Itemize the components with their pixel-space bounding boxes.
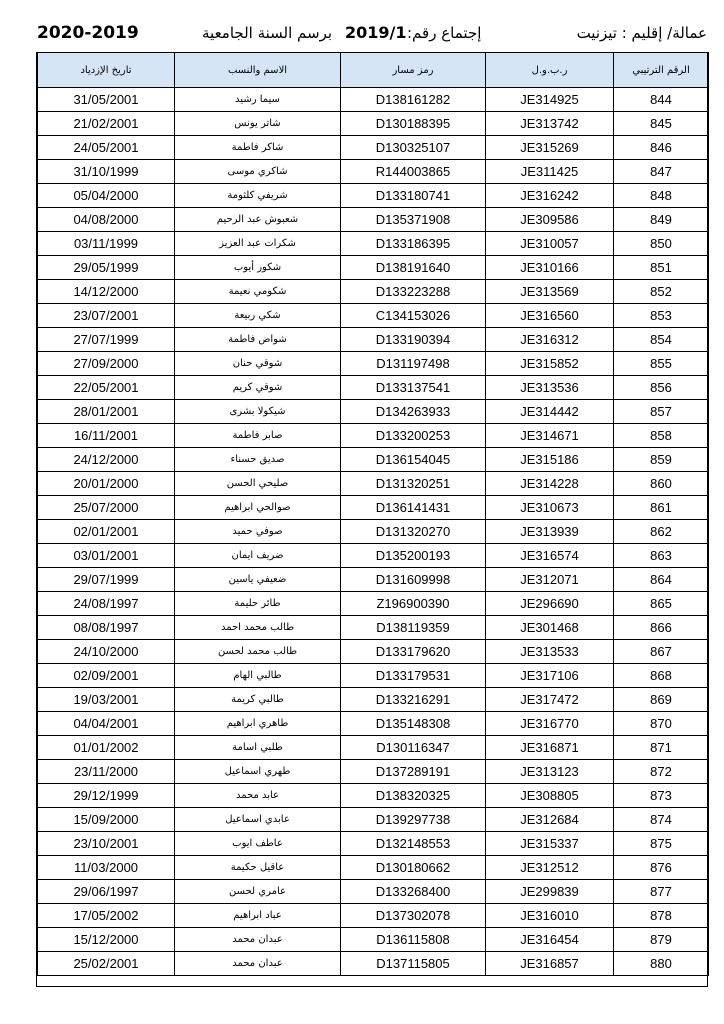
table-row <box>38 496 709 520</box>
massar-cell: D138161282 <box>341 88 486 112</box>
massar-cell: D130325107 <box>341 136 486 160</box>
birth-date-cell: 22/05/2001 <box>38 376 175 400</box>
table-row <box>38 328 709 352</box>
cin-cell: JE316454 <box>486 928 614 952</box>
academic-year: 2020-2019 <box>37 23 139 43</box>
birth-date-cell: 21/02/2001 <box>38 112 175 136</box>
massar-cell: D136154045 <box>341 448 486 472</box>
cin-cell: JE316574 <box>486 544 614 568</box>
name-cell: شواض فاطمة <box>175 328 341 352</box>
order-cell: 846 <box>614 136 709 160</box>
birth-date-cell: 31/05/2001 <box>38 88 175 112</box>
name-cell: شكرات عبد العزيز <box>175 232 341 256</box>
birth-date-cell: 25/02/2001 <box>38 952 175 976</box>
order-cell: 866 <box>614 616 709 640</box>
order-cell: 868 <box>614 664 709 688</box>
name-cell: شكي ربيعة <box>175 304 341 328</box>
name-cell: عبدان محمد <box>175 952 341 976</box>
column-header-birth-date: تاريخ الإزدياد <box>38 53 175 88</box>
massar-cell: R144003865 <box>341 160 486 184</box>
cin-cell: JE314671 <box>486 424 614 448</box>
table-body <box>38 88 709 976</box>
massar-cell: D139297738 <box>341 808 486 832</box>
cin-cell: JE316312 <box>486 328 614 352</box>
massar-cell: D130116347 <box>341 736 486 760</box>
table-row <box>38 448 709 472</box>
cin-cell: JE313569 <box>486 280 614 304</box>
name-cell: شوقي كريم <box>175 376 341 400</box>
cin-cell: JE314442 <box>486 400 614 424</box>
name-cell: عباد ابراهيم <box>175 904 341 928</box>
massar-cell: D137302078 <box>341 904 486 928</box>
cin-cell: JE310673 <box>486 496 614 520</box>
order-cell: 857 <box>614 400 709 424</box>
name-cell: ضريف ايمان <box>175 544 341 568</box>
birth-date-cell: 29/06/1997 <box>38 880 175 904</box>
cin-cell: JE308805 <box>486 784 614 808</box>
massar-cell: D134263933 <box>341 400 486 424</box>
table-row <box>38 736 709 760</box>
name-cell: شعبوش عبد الرحيم <box>175 208 341 232</box>
birth-date-cell: 20/01/2000 <box>38 472 175 496</box>
name-cell: شريفي كلثومة <box>175 184 341 208</box>
cin-cell: JE315186 <box>486 448 614 472</box>
birth-date-cell: 24/05/2001 <box>38 136 175 160</box>
order-cell: 874 <box>614 808 709 832</box>
massar-cell: D133180741 <box>341 184 486 208</box>
massar-cell: D130188395 <box>341 112 486 136</box>
name-cell: شكومي نعيمة <box>175 280 341 304</box>
birth-date-cell: 03/01/2001 <box>38 544 175 568</box>
name-cell: طالبي الهام <box>175 664 341 688</box>
name-cell: عامري لحسن <box>175 880 341 904</box>
name-cell: صوالحي ابراهيم <box>175 496 341 520</box>
cin-cell: JE316242 <box>486 184 614 208</box>
name-cell: طهري اسماعيل <box>175 760 341 784</box>
name-cell: عابد محمد <box>175 784 341 808</box>
order-cell: 864 <box>614 568 709 592</box>
order-cell: 855 <box>614 352 709 376</box>
order-cell: 858 <box>614 424 709 448</box>
birth-date-cell: 08/08/1997 <box>38 616 175 640</box>
table-row <box>38 808 709 832</box>
name-cell: شاكري موسى <box>175 160 341 184</box>
cin-cell: JE310057 <box>486 232 614 256</box>
cin-cell: JE316770 <box>486 712 614 736</box>
name-cell: عاطف ايوب <box>175 832 341 856</box>
table-row <box>38 472 709 496</box>
page-header <box>37 21 707 45</box>
massar-cell: D131609998 <box>341 568 486 592</box>
name-cell: ضعيفي ياسين <box>175 568 341 592</box>
massar-cell: D138119359 <box>341 616 486 640</box>
name-cell: شاكر فاطمة <box>175 136 341 160</box>
birth-date-cell: 15/12/2000 <box>38 928 175 952</box>
cin-cell: JE314925 <box>486 88 614 112</box>
order-cell: 850 <box>614 232 709 256</box>
column-header-massar: رمز مسار <box>341 53 486 88</box>
cin-cell: JE313939 <box>486 520 614 544</box>
table-row <box>38 928 709 952</box>
order-cell: 851 <box>614 256 709 280</box>
name-cell: سيما رشيد <box>175 88 341 112</box>
academic-year-label: برسم السنة الجامعية <box>202 24 333 42</box>
table-row <box>38 832 709 856</box>
cin-cell: JE312071 <box>486 568 614 592</box>
name-cell: صليحي الحسن <box>175 472 341 496</box>
birth-date-cell: 16/11/2001 <box>38 424 175 448</box>
massar-cell: D133186395 <box>341 232 486 256</box>
birth-date-cell: 23/11/2000 <box>38 760 175 784</box>
massar-cell: Z196900390 <box>341 592 486 616</box>
table-row <box>38 952 709 976</box>
massar-cell: D136141431 <box>341 496 486 520</box>
cin-cell: JE310166 <box>486 256 614 280</box>
table-row <box>38 592 709 616</box>
order-cell: 862 <box>614 520 709 544</box>
birth-date-cell: 25/07/2000 <box>38 496 175 520</box>
birth-date-cell: 24/08/1997 <box>38 592 175 616</box>
name-cell: عاقيل حكيمة <box>175 856 341 880</box>
birth-date-cell: 29/12/1999 <box>38 784 175 808</box>
name-cell: عبدان محمد <box>175 928 341 952</box>
cin-cell: JE312512 <box>486 856 614 880</box>
cin-cell: JE309586 <box>486 208 614 232</box>
birth-date-cell: 24/10/2000 <box>38 640 175 664</box>
massar-cell: D138191640 <box>341 256 486 280</box>
cin-cell: JE317106 <box>486 664 614 688</box>
birth-date-cell: 31/10/1999 <box>38 160 175 184</box>
table-row <box>38 904 709 928</box>
order-cell: 856 <box>614 376 709 400</box>
massar-cell: D133179531 <box>341 664 486 688</box>
table-row <box>38 376 709 400</box>
massar-cell: D135200193 <box>341 544 486 568</box>
meeting-number: 2019/1 <box>345 23 407 42</box>
table-row <box>38 784 709 808</box>
massar-cell: D135148308 <box>341 712 486 736</box>
order-cell: 853 <box>614 304 709 328</box>
birth-date-cell: 11/03/2000 <box>38 856 175 880</box>
massar-cell: D137115805 <box>341 952 486 976</box>
order-cell: 854 <box>614 328 709 352</box>
table-row <box>38 520 709 544</box>
birth-date-cell: 04/08/2000 <box>38 208 175 232</box>
cin-cell: JE316857 <box>486 952 614 976</box>
massar-cell: D133223288 <box>341 280 486 304</box>
order-cell: 871 <box>614 736 709 760</box>
table-row <box>38 544 709 568</box>
order-cell: 844 <box>614 88 709 112</box>
birth-date-cell: 01/01/2002 <box>38 736 175 760</box>
table-row <box>38 424 709 448</box>
table-row <box>38 664 709 688</box>
cin-cell: JE313536 <box>486 376 614 400</box>
order-cell: 877 <box>614 880 709 904</box>
cin-cell: JE313123 <box>486 760 614 784</box>
order-cell: 880 <box>614 952 709 976</box>
cin-cell: JE316871 <box>486 736 614 760</box>
column-header-name: الاسم والنسب <box>175 53 341 88</box>
name-cell: طلبي اسامة <box>175 736 341 760</box>
order-cell: 865 <box>614 592 709 616</box>
birth-date-cell: 03/11/1999 <box>38 232 175 256</box>
massar-cell: D133137541 <box>341 376 486 400</box>
massar-cell: D133216291 <box>341 688 486 712</box>
cin-cell: JE317472 <box>486 688 614 712</box>
table-row <box>38 280 709 304</box>
cin-cell: JE315337 <box>486 832 614 856</box>
name-cell: شوقي حنان <box>175 352 341 376</box>
cin-cell: JE311425 <box>486 160 614 184</box>
order-cell: 847 <box>614 160 709 184</box>
massar-cell: D131320270 <box>341 520 486 544</box>
column-header-cin: ر.ب.و.ل <box>486 53 614 88</box>
birth-date-cell: 29/07/1999 <box>38 568 175 592</box>
table-row <box>38 136 709 160</box>
table-row <box>38 304 709 328</box>
table-row <box>38 760 709 784</box>
table-row <box>38 256 709 280</box>
table-row <box>38 160 709 184</box>
massar-cell: D136115808 <box>341 928 486 952</box>
name-cell: شاتر يونس <box>175 112 341 136</box>
name-cell: طائر حليمة <box>175 592 341 616</box>
table-row <box>38 208 709 232</box>
order-cell: 859 <box>614 448 709 472</box>
table-row <box>38 616 709 640</box>
table-row <box>38 112 709 136</box>
order-cell: 860 <box>614 472 709 496</box>
birth-date-cell: 27/09/2000 <box>38 352 175 376</box>
order-cell: 861 <box>614 496 709 520</box>
massar-cell: D133190394 <box>341 328 486 352</box>
order-cell: 876 <box>614 856 709 880</box>
table-header-row <box>38 53 709 88</box>
massar-cell: D133200253 <box>341 424 486 448</box>
order-cell: 852 <box>614 280 709 304</box>
birth-date-cell: 02/09/2001 <box>38 664 175 688</box>
cin-cell: JE313533 <box>486 640 614 664</box>
name-cell: شكور أيوب <box>175 256 341 280</box>
birth-date-cell: 05/04/2000 <box>38 184 175 208</box>
cin-cell: JE313742 <box>486 112 614 136</box>
massar-cell: D135371908 <box>341 208 486 232</box>
birth-date-cell: 19/03/2001 <box>38 688 175 712</box>
name-cell: طالب محمد لحسن <box>175 640 341 664</box>
table-row <box>38 352 709 376</box>
order-cell: 870 <box>614 712 709 736</box>
order-cell: 863 <box>614 544 709 568</box>
cin-cell: JE301468 <box>486 616 614 640</box>
massar-cell: D138320325 <box>341 784 486 808</box>
table-row <box>38 640 709 664</box>
order-cell: 848 <box>614 184 709 208</box>
cin-cell: JE315269 <box>486 136 614 160</box>
massar-cell: D137289191 <box>341 760 486 784</box>
massar-cell: D133179620 <box>341 640 486 664</box>
massar-cell: D131197498 <box>341 352 486 376</box>
table-row <box>38 880 709 904</box>
table-row <box>38 856 709 880</box>
name-cell: صديق حسناء <box>175 448 341 472</box>
massar-cell: D131320251 <box>341 472 486 496</box>
birth-date-cell: 14/12/2000 <box>38 280 175 304</box>
birth-date-cell: 24/12/2000 <box>38 448 175 472</box>
cin-cell: JE315852 <box>486 352 614 376</box>
order-cell: 849 <box>614 208 709 232</box>
cin-cell: JE296690 <box>486 592 614 616</box>
massar-cell: D132148553 <box>341 832 486 856</box>
students-table <box>37 52 709 976</box>
cin-cell: JE312684 <box>486 808 614 832</box>
massar-cell: C134153026 <box>341 304 486 328</box>
name-cell: عابدي اسماعيل <box>175 808 341 832</box>
table-row <box>38 88 709 112</box>
table-row <box>38 712 709 736</box>
table-row <box>38 400 709 424</box>
birth-date-cell: 23/10/2001 <box>38 832 175 856</box>
cin-cell: JE299839 <box>486 880 614 904</box>
meeting-label: إجتماع رقم: <box>407 24 482 42</box>
table-row <box>38 568 709 592</box>
table-row <box>38 232 709 256</box>
massar-cell: D130180662 <box>341 856 486 880</box>
table-row <box>38 688 709 712</box>
order-cell: 878 <box>614 904 709 928</box>
name-cell: شيكولا بشرى <box>175 400 341 424</box>
birth-date-cell: 23/07/2001 <box>38 304 175 328</box>
birth-date-cell: 17/05/2002 <box>38 904 175 928</box>
table-row <box>38 184 709 208</box>
order-cell: 873 <box>614 784 709 808</box>
cin-cell: JE314228 <box>486 472 614 496</box>
birth-date-cell: 15/09/2000 <box>38 808 175 832</box>
name-cell: طالبي كريمة <box>175 688 341 712</box>
name-cell: طاهري ابراهيم <box>175 712 341 736</box>
name-cell: صابر فاطمة <box>175 424 341 448</box>
massar-cell: D133268400 <box>341 880 486 904</box>
cin-cell: JE316010 <box>486 904 614 928</box>
name-cell: طالب محمد احمد <box>175 616 341 640</box>
order-cell: 869 <box>614 688 709 712</box>
prefecture-label: عمالة/ إقليم : تيزنيت <box>576 24 707 42</box>
order-cell: 845 <box>614 112 709 136</box>
order-cell: 875 <box>614 832 709 856</box>
birth-date-cell: 04/04/2001 <box>38 712 175 736</box>
order-cell: 879 <box>614 928 709 952</box>
column-header-order: الرقم الترتيبي <box>614 53 709 88</box>
birth-date-cell: 02/01/2001 <box>38 520 175 544</box>
order-cell: 872 <box>614 760 709 784</box>
birth-date-cell: 28/01/2001 <box>38 400 175 424</box>
birth-date-cell: 29/05/1999 <box>38 256 175 280</box>
birth-date-cell: 27/07/1999 <box>38 328 175 352</box>
name-cell: صوفي حميد <box>175 520 341 544</box>
cin-cell: JE316560 <box>486 304 614 328</box>
order-cell: 867 <box>614 640 709 664</box>
